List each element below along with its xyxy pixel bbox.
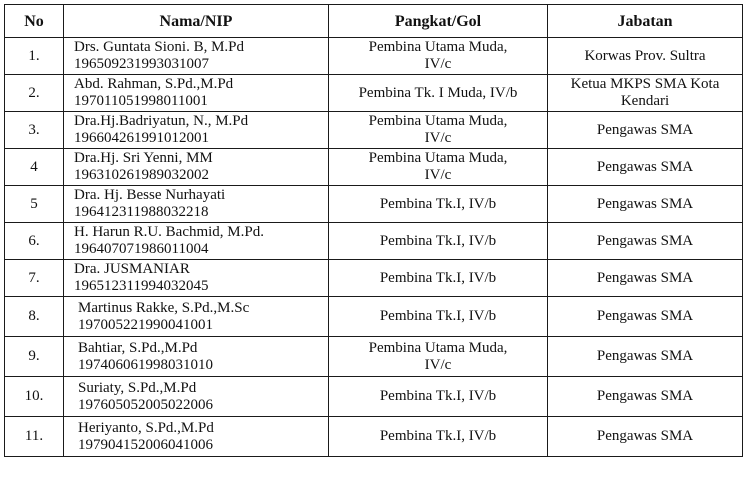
cell-jabatan — [548, 223, 743, 260]
cell-no: 1. — [5, 38, 64, 75]
jabatan-line-2: Kendari — [620, 93, 670, 109]
cell-nama-nip — [64, 377, 329, 417]
cell-no: 7. — [5, 260, 64, 297]
jabatan-line-1: Korwas Prov. Sultra — [584, 47, 706, 64]
nip-text: 197011051998011001 — [74, 93, 208, 109]
cell-jabatan — [548, 112, 743, 149]
pangkat-line-1: Pembina Utama Muda, — [368, 150, 508, 166]
table-row — [5, 112, 743, 149]
header-nama-nip: Nama/NIP — [64, 5, 329, 38]
nama-text: Suriaty, S.Pd.,M.Pd — [78, 379, 197, 396]
table-row — [5, 417, 743, 457]
cell-jabatan — [548, 337, 743, 377]
jabatan-line-1: Pengawas SMA — [596, 308, 694, 324]
cell-jabatan — [548, 297, 743, 337]
cell-pangkat-gol — [329, 223, 548, 260]
cell-jabatan — [548, 186, 743, 223]
cell-jabatan — [548, 38, 743, 75]
cell-pangkat-gol — [329, 75, 548, 112]
cell-pangkat-gol — [329, 260, 548, 297]
table-row — [5, 297, 743, 337]
jabatan-line-1: Pengawas SMA — [596, 232, 694, 249]
pangkat-line-2: IV/c — [424, 130, 452, 146]
table-row — [5, 260, 743, 297]
cell-nama-nip — [64, 417, 329, 457]
cell-nama-nip — [64, 186, 329, 223]
nip-text: 197005221990041001 — [78, 316, 213, 333]
table-row — [5, 377, 743, 417]
cell-no: 3. — [5, 112, 64, 149]
pangkat-line-1: Pembina Utama Muda, — [368, 39, 508, 55]
cell-no: 6. — [5, 223, 64, 260]
pangkat-line-1: Pembina Utama Muda, — [368, 113, 508, 129]
nama-text: H. Harun R.U. Bachmid, M.Pd. — [74, 224, 264, 240]
nip-text: 196604261991012001 — [74, 130, 209, 146]
nip-text: 197406061998031010 — [78, 356, 213, 373]
nama-text: Dra.Hj. Sri Yenni, MM — [74, 150, 213, 166]
nama-text: Abd. Rahman, S.Pd.,M.Pd — [74, 76, 234, 92]
pangkat-line-2: IV/c — [424, 167, 452, 183]
nip-text: 196310261989032002 — [74, 167, 209, 183]
cell-no: 10. — [5, 377, 64, 417]
cell-nama-nip — [64, 337, 329, 377]
nama-text: Bahtiar, S.Pd.,M.Pd — [78, 339, 198, 356]
cell-no: 9. — [5, 337, 64, 377]
header-jabatan: Jabatan — [548, 5, 743, 38]
cell-nama-nip — [64, 38, 329, 75]
pangkat-line-1: Pembina Tk.I, IV/b — [379, 232, 497, 249]
header-no: No — [5, 5, 64, 38]
nama-text: Drs. Guntata Sioni. B, M.Pd — [74, 39, 245, 55]
nama-text: Dra. Hj. Besse Nurhayati — [74, 187, 226, 203]
pangkat-line-1: Pembina Tk.I, IV/b — [379, 195, 497, 212]
cell-nama-nip — [64, 297, 329, 337]
cell-jabatan — [548, 260, 743, 297]
cell-nama-nip — [64, 112, 329, 149]
pangkat-line-1: Pembina Tk.I, IV/b — [379, 428, 497, 444]
cell-no: 8. — [5, 297, 64, 337]
nip-text: 197605052005022006 — [78, 396, 213, 413]
table-row — [5, 75, 743, 112]
nip-text: 196407071986011004 — [74, 241, 209, 257]
header-pangkat-gol: Pangkat/Gol — [329, 5, 548, 38]
cell-pangkat-gol — [329, 417, 548, 457]
nip-text: 197904152006041006 — [78, 436, 213, 453]
nama-text: Dra. JUSMANIAR — [74, 261, 190, 277]
pangkat-line-1: Pembina Utama Muda, — [368, 339, 508, 356]
cell-nama-nip — [64, 223, 329, 260]
cell-nama-nip — [64, 260, 329, 297]
jabatan-line-1: Ketua MKPS SMA Kota — [570, 76, 720, 92]
cell-no: 5 — [5, 186, 64, 223]
table-row — [5, 149, 743, 186]
nip-text: 196412311988032218 — [74, 204, 209, 220]
jabatan-line-1: Pengawas SMA — [596, 158, 694, 175]
jabatan-line-1: Pengawas SMA — [596, 269, 694, 286]
cell-pangkat-gol — [329, 149, 548, 186]
table-row — [5, 223, 743, 260]
cell-no: 4 — [5, 149, 64, 186]
cell-nama-nip — [64, 75, 329, 112]
jabatan-line-1: Pengawas SMA — [596, 348, 694, 364]
pangkat-line-1: Pembina Tk.I, IV/b — [379, 308, 497, 324]
cell-pangkat-gol — [329, 337, 548, 377]
table-row — [5, 337, 743, 377]
cell-pangkat-gol — [329, 297, 548, 337]
jabatan-line-1: Pengawas SMA — [596, 121, 694, 138]
cell-pangkat-gol — [329, 112, 548, 149]
cell-pangkat-gol — [329, 38, 548, 75]
nip-text: 196509231993031007 — [74, 56, 209, 72]
cell-no: 11. — [5, 417, 64, 457]
nama-text: Martinus Rakke, S.Pd.,M.Sc — [78, 299, 250, 316]
cell-jabatan — [548, 149, 743, 186]
pengawas-table — [4, 4, 743, 457]
cell-pangkat-gol — [329, 186, 548, 223]
table-body — [5, 38, 743, 457]
jabatan-line-1: Pengawas SMA — [596, 388, 694, 404]
jabatan-line-1: Pengawas SMA — [596, 428, 694, 444]
cell-jabatan — [548, 75, 743, 112]
pangkat-line-1: Pembina Tk.I, IV/b — [379, 269, 497, 286]
nip-text: 196512311994032045 — [74, 278, 209, 294]
pangkat-line-1: Pembina Tk. I Muda, IV/b — [358, 84, 518, 101]
pangkat-line-1: Pembina Tk.I, IV/b — [379, 388, 497, 404]
nama-text: Dra.Hj.Badriyatun, N., M.Pd — [74, 113, 249, 129]
table-row — [5, 38, 743, 75]
table-row — [5, 186, 743, 223]
pangkat-line-2: IV/c — [424, 356, 452, 373]
header-row — [5, 5, 743, 38]
cell-no: 2. — [5, 75, 64, 112]
cell-nama-nip — [64, 149, 329, 186]
pangkat-line-2: IV/c — [424, 56, 452, 72]
nama-text: Heriyanto, S.Pd.,M.Pd — [78, 419, 214, 436]
jabatan-line-1: Pengawas SMA — [596, 195, 694, 212]
cell-jabatan — [548, 417, 743, 457]
cell-jabatan — [548, 377, 743, 417]
cell-pangkat-gol — [329, 377, 548, 417]
